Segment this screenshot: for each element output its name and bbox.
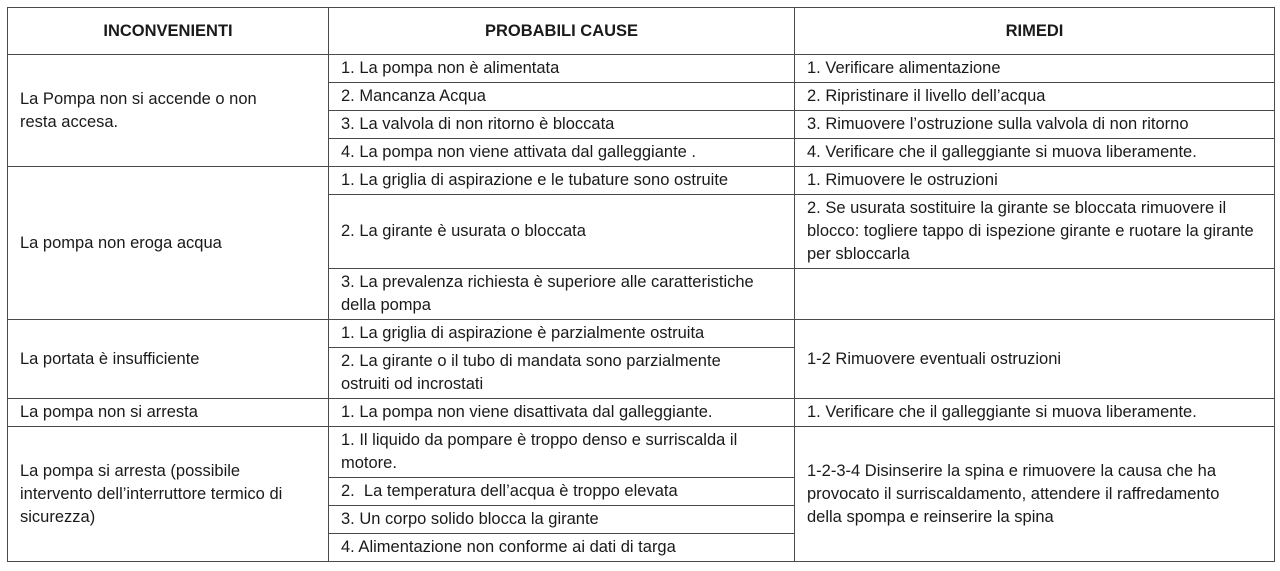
remedy-cell: 1-2 Rimuovere eventuali ostruzioni [795,320,1275,399]
problem-cell: La pompa non eroga acqua [8,167,329,320]
header-probabili-cause: PROBABILI CAUSE [329,8,795,55]
table-row [8,320,1275,348]
problem-cell: La portata è insufficiente [8,320,329,399]
cause-cell: 1. Il liquido da pompare è troppo denso e surriscalda il motore. [329,427,795,478]
problem-cell: La Pompa non si accende o non resta accesa. [8,55,329,167]
cause-cell: 3. La prevalenza richiesta è superiore alle caratteristiche della pompa [329,269,795,320]
cause-cell: 2. Mancanza Acqua [329,83,795,111]
table-row [8,399,1275,427]
cause-cell: 3. Un corpo solido blocca la girante [329,506,795,534]
table-row [8,55,1275,83]
cause-cell: 3. La valvola di non ritorno è bloccata [329,111,795,139]
cause-cell: 4. La pompa non viene attivata dal galleggiante . [329,139,795,167]
remedy-cell: 2. Ripristinare il livello dell’acqua [795,83,1275,111]
cause-cell: 2. La girante è usurata o bloccata [329,195,795,269]
troubleshooting-table [7,7,1275,562]
table-row [8,427,1275,478]
cause-cell: 2. La temperatura dell’acqua è troppo elevata [329,478,795,506]
problem-cell: La pompa si arresta (possibile intervento dell’interruttore termico di sicurezza) [8,427,329,562]
remedy-cell: 1. Verificare alimentazione [795,55,1275,83]
header-inconvenienti: INCONVENIENTI [8,8,329,55]
cause-cell: 1. La griglia di aspirazione e le tubature sono ostruite [329,167,795,195]
remedy-cell: 2. Se usurata sostituire la girante se bloccata rimuovere il blocco: togliere tappo di ispezione girante e ruotare la girante per sbloccarla [795,195,1275,269]
remedy-cell [795,269,1275,320]
remedy-cell: 1. Rimuovere le ostruzioni [795,167,1275,195]
cause-cell: 1. La pompa non viene disattivata dal galleggiante. [329,399,795,427]
problem-cell: La pompa non si arresta [8,399,329,427]
header-rimedi: RIMEDI [795,8,1275,55]
cause-cell: 1. La griglia di aspirazione è parzialmente ostruita [329,320,795,348]
remedy-cell: 1-2-3-4 Disinserire la spina e rimuovere la causa che ha provocato il surriscaldamento, attendere il raffredamento della spompa e reinserire la spina [795,427,1275,562]
remedy-cell: 4. Verificare che il galleggiante si muova liberamente. [795,139,1275,167]
remedy-cell: 3. Rimuovere l’ostruzione sulla valvola di non ritorno [795,111,1275,139]
cause-cell: 1. La pompa non è alimentata [329,55,795,83]
table-row [8,167,1275,195]
cause-cell: 4. Alimentazione non conforme ai dati di targa [329,534,795,562]
cause-cell: 2. La girante o il tubo di mandata sono parzialmente ostruiti od incrostati [329,348,795,399]
header-row [8,8,1275,55]
remedy-cell: 1. Verificare che il galleggiante si muova liberamente. [795,399,1275,427]
